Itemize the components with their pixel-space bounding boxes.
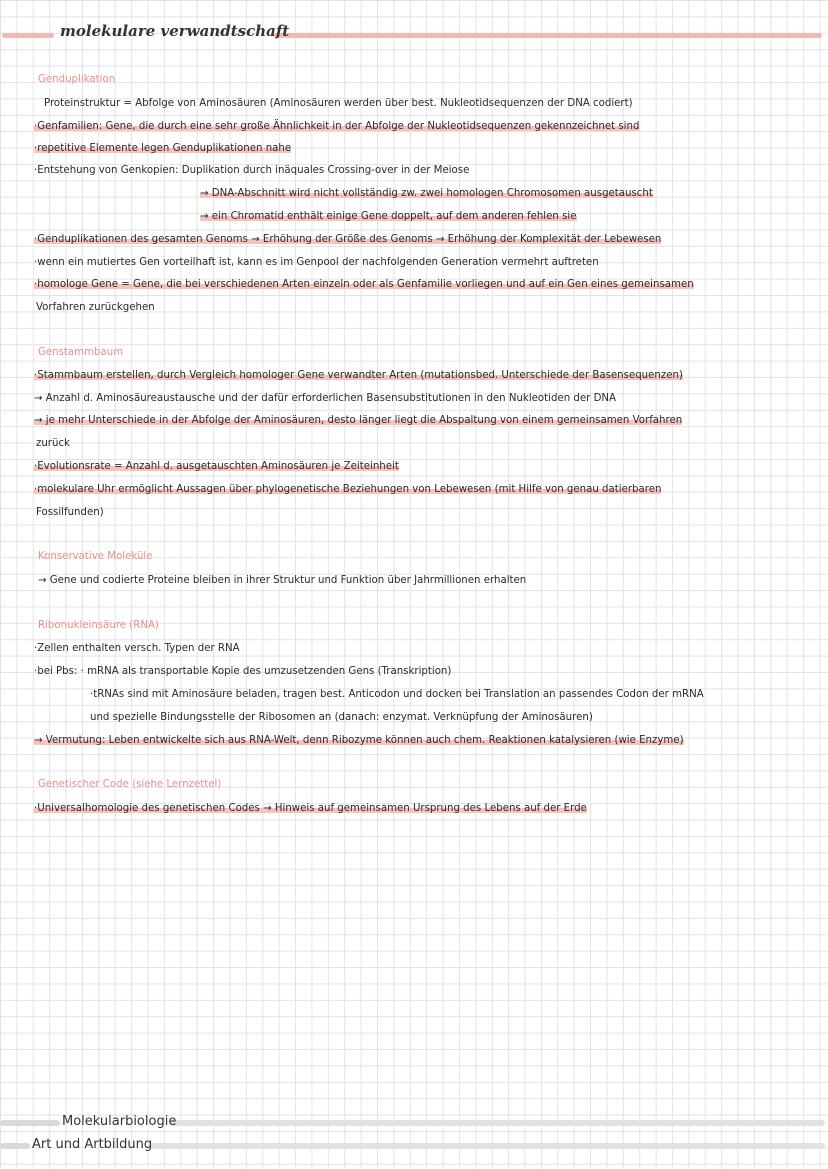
highlighted-text: → DNA-Abschnitt wird nicht vollständig zw. zwei homologen Chromosomen ausgetauscht	[200, 188, 653, 199]
footer-topic: Art und Artbildung	[32, 1137, 153, 1152]
text-line: → Anzahl d. Aminosäureaustausche und der dafür erforderlichen Basensubstitutionen in den Nukleotiden der DNA	[34, 393, 617, 404]
text-line	[34, 142, 291, 155]
text-line	[34, 734, 684, 747]
text-line: Proteinstruktur = Abfolge von Aminosäuren (Aminosäuren werden über best. Nukleotidsequenzen der DNA codiert)	[44, 98, 633, 109]
highlighted-text: ·repetitive Elemente legen Genduplikationen nahe	[34, 143, 292, 154]
highlighted-text: ·Genduplikationen des gesamten Genoms → Erhöhung der Größe des Genoms → Erhöhung der Komplexität der Lebewesen	[34, 234, 662, 245]
text-line: ·wenn ein mutiertes Gen vorteilhaft ist, kann es im Genpool der nachfolgenden Generation vermehrt auftreten	[34, 257, 599, 268]
heading-genetischer-code: Genetischer Code (siehe Lernzettel)	[38, 779, 222, 790]
text-line: zurück	[36, 438, 70, 449]
text-line: und spezielle Bindungsstelle der Ribosomen an (danach: enzymat. Verknüpfung der Aminosäuren)	[90, 712, 593, 723]
title-bar-right	[274, 33, 822, 38]
highlighted-text: ·homologe Gene = Gene, die bei verschiedenen Arten einzeln oder als Genfamilie vorliegen und auf ein Gen eines gemeinsamen	[34, 279, 694, 290]
text-line	[200, 187, 653, 200]
highlighted-text: ·Genfamilien: Gene, die durch eine sehr große Ähnlichkeit in der Abfolge der Nukleotidsequenzen gekennzeichnet sind	[34, 121, 640, 132]
highlighted-text: ·Universalhomologie des genetischen Codes → Hinweis auf gemeinsamen Ursprung des Lebens auf der Erde	[34, 803, 587, 814]
text-line	[34, 460, 399, 473]
text-line	[34, 120, 639, 133]
heading-genstammbaum: Genstammbaum	[38, 347, 124, 358]
highlighted-text: → Vermutung: Leben entwickelte sich aus RNA-Welt, denn Ribozyme können auch chem. Reaktionen katalysieren (wie Enzyme)	[34, 735, 684, 746]
text-line	[34, 369, 683, 382]
title-bar-left	[2, 33, 54, 38]
footer-bar	[0, 1120, 60, 1126]
highlighted-text: → je mehr Unterschiede in der Abfolge der Aminosäuren, desto länger liegt die Abspaltung von einem gemeinsamen Vorfahren	[34, 415, 683, 426]
text-line	[34, 278, 694, 291]
footer-bar	[170, 1120, 825, 1126]
highlighted-text: ·Stammbaum erstellen, durch Vergleich homologer Gene verwandter Arten (mutationsbed. Unterschiede der Basensequenzen)	[34, 370, 683, 381]
text-line: Fossilfunden)	[36, 507, 104, 518]
footer-bar	[0, 1143, 30, 1149]
text-line	[34, 802, 587, 815]
highlighted-text: → ein Chromatid enthält einige Gene doppelt, auf dem anderen fehlen sie	[200, 211, 577, 222]
text-line: → Gene und codierte Proteine bleiben in ihrer Struktur und Funktion über Jahrmillionen erhalten	[38, 575, 527, 586]
heading-genduplikation: Genduplikation	[38, 74, 116, 85]
page-title: molekulare verwandtschaft	[60, 22, 290, 40]
text-line	[34, 414, 682, 427]
text-line: ·bei Pbs: · mRNA als transportable Kopie des umzusetzenden Gens (Transkription)	[34, 666, 452, 677]
footer-bar	[150, 1143, 825, 1149]
text-line	[200, 210, 577, 223]
text-line: ·Zellen enthalten versch. Typen der RNA	[34, 643, 240, 654]
text-line	[34, 483, 661, 496]
footer-subject: Molekularbiologie	[62, 1114, 177, 1129]
text-line: Vorfahren zurückgehen	[36, 302, 155, 313]
highlighted-text: ·Evolutionsrate = Anzahl d. ausgetauschten Aminosäuren je Zeiteinheit	[34, 461, 399, 472]
text-line: ·Entstehung von Genkopien: Duplikation durch inäquales Crossing-over in der Meiose	[34, 165, 470, 176]
highlighted-text: ·molekulare Uhr ermöglicht Aussagen über phylogenetische Beziehungen von Lebewesen (mit Hilfe von genau datierbaren	[34, 484, 662, 495]
text-line: ·tRNAs sind mit Aminosäure beladen, tragen best. Anticodon und docken bei Translation an passendes Codon der mRNA	[90, 689, 704, 700]
heading-konservative-molekuele: Konservative Moleküle	[38, 551, 153, 562]
heading-ribonukleinsaeure: Ribonukleinsäure (RNA)	[38, 620, 159, 631]
text-line	[34, 233, 661, 246]
